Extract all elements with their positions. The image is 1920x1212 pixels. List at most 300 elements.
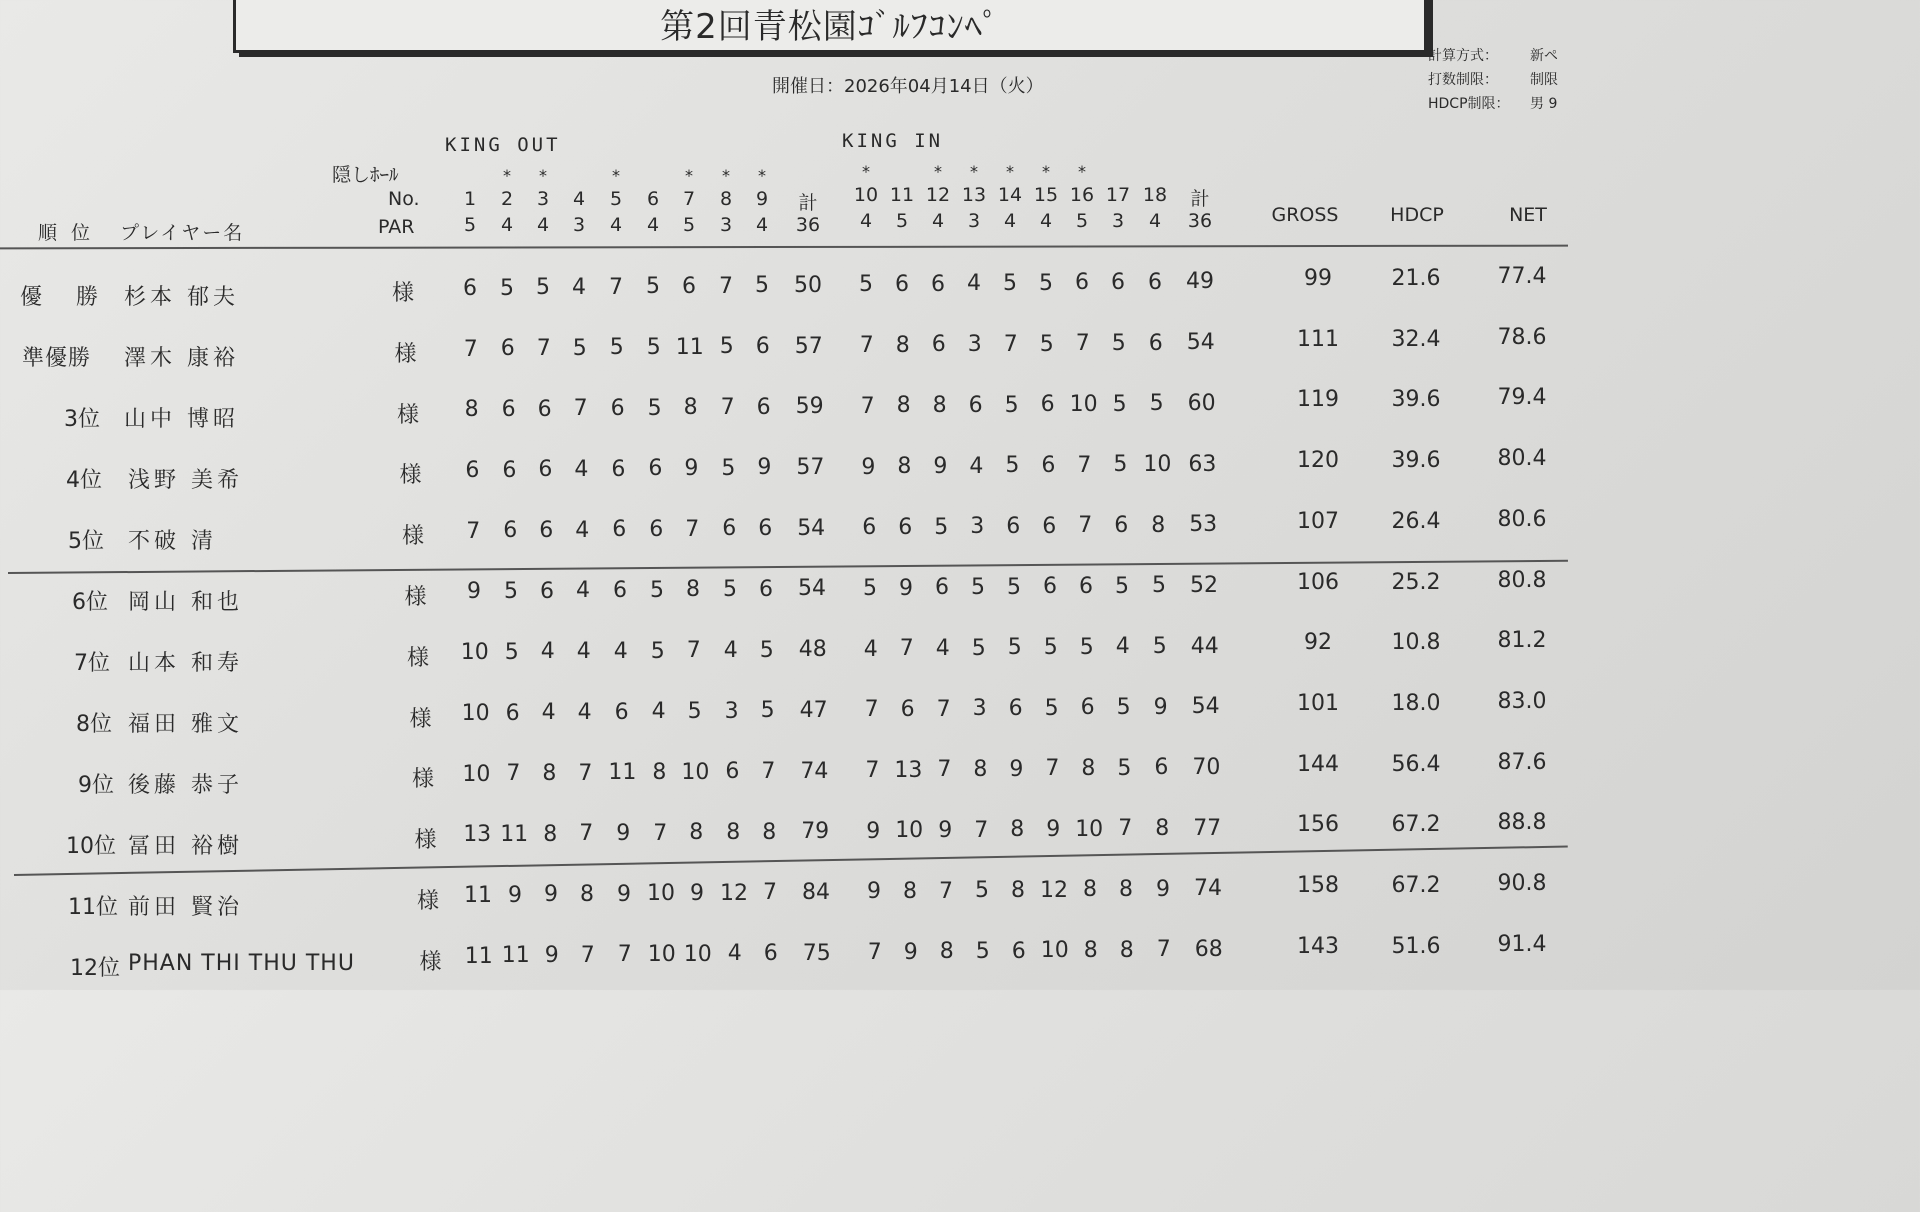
subtotal-score: 60 [1187,390,1216,416]
hole-score: 6 [648,456,663,482]
hole-score: 7 [936,696,951,722]
hidden-hole-star: * [970,162,978,181]
hole-number: 14 [997,184,1023,206]
subtotal-score: 84 [802,879,830,905]
hole-score: 13 [463,822,492,848]
gross-score: 158 [1297,873,1339,898]
hole-score: 6 [611,456,626,482]
hole-score: 8 [1083,877,1097,903]
hdcp-value: 26.4 [1391,508,1441,534]
settings-value: 新ペ [1530,48,1558,64]
honorific-label: 様 [394,341,417,367]
player-name: PHAN THI THU THU [128,951,355,976]
hole-score: 11 [501,943,530,969]
hole-score: 6 [540,578,554,604]
hole-score: 7 [1078,513,1093,539]
par-value: 5 [463,214,477,236]
subtotal-score: 75 [802,940,831,966]
hole-score: 6 [1040,392,1055,418]
hole-score: 4 [577,699,592,725]
par-value: 4 [755,214,769,236]
hole-score: 6 [1111,270,1125,296]
hole-score: 9 [616,820,631,846]
hidden-hole-star: * [1078,162,1086,181]
hole-score: 4 [575,517,590,543]
hole-score: 5 [1113,452,1128,478]
hole-score: 5 [719,334,734,360]
hole-score: 8 [1083,938,1098,964]
hole-score: 6 [1114,512,1129,538]
subtotal-score: 50 [794,272,822,298]
hole-score: 8 [895,332,910,358]
hole-score: 7 [763,880,777,906]
honorific-label: 様 [412,767,435,793]
hole-score: 7 [466,518,481,544]
hole-score: 6 [756,394,771,420]
hidden-hole-star: * [539,166,547,185]
hole-score: 7 [860,393,875,419]
hole-score: 5 [650,577,664,603]
par-value: 3 [1111,210,1125,232]
rank-label: 11位 [68,895,118,920]
hole-number: 10 [853,184,879,206]
subtotal-score: 54 [1191,694,1220,720]
hole-score: 8 [762,819,777,845]
hole-score: 5 [687,698,702,724]
hole-score: 7 [686,638,701,664]
hole-score: 5 [1007,574,1021,600]
hole-score: 5 [646,274,660,300]
hole-score: 7 [578,760,593,786]
hdcp-value: 67.2 [1391,873,1441,898]
subtotal-score: 52 [1190,572,1218,598]
hole-number: 4 [572,188,586,210]
hole-score: 8 [689,820,704,846]
hole-score: 5 [1039,331,1054,357]
hole-score: 4 [574,457,589,483]
hole-score: 8 [686,577,700,603]
hole-score: 5 [1149,391,1164,417]
hole-score: 12 [1040,877,1068,903]
hole-score: 6 [1042,513,1057,539]
hole-score: 7 [761,758,776,784]
net-score: 78.6 [1497,324,1547,350]
gross-score: 156 [1297,812,1339,838]
hole-score: 4 [576,578,590,604]
hole-score: 9 [617,881,631,907]
hdcp-value: 25.2 [1391,569,1441,595]
subtotal-score: 74 [800,758,829,784]
hole-score: 5 [971,574,985,600]
course-out-label: KING OUT [445,134,561,156]
hole-score: 10 [683,941,712,967]
hole-score: 8 [1010,817,1025,843]
hole-score: 5 [934,514,949,540]
hole-score: 7 [653,820,668,846]
rank-label: 6位 [72,590,108,615]
hole-score: 6 [613,578,627,604]
honorific-label: 様 [409,706,432,732]
hole-score: 6 [1148,330,1163,356]
par-value: 3 [572,214,586,236]
hole-score: 5 [1004,392,1019,418]
subtotal-score: 48 [798,637,827,663]
hole-score: 3 [724,698,739,724]
hole-score: 5 [572,335,587,361]
hole-score: 4 [540,639,555,665]
rank-label: 12位 [70,956,120,981]
hole-score: 9 [1156,876,1170,902]
hole-score: 6 [725,759,740,785]
par-value: 3 [719,214,733,236]
hdcp-column-header: HDCP [1390,204,1444,226]
hole-score: 5 [1111,330,1126,356]
hdcp-value: 32.4 [1391,326,1441,352]
hole-score: 9 [1046,817,1061,843]
player-name: 前田 賢治 [128,895,243,920]
hole-score: 8 [897,454,912,480]
hole-score: 9 [467,579,481,605]
par-value: 36 [1187,210,1213,232]
rank-label: 7位 [74,651,110,676]
hdcp-value: 39.6 [1391,387,1441,413]
gross-score: 111 [1297,326,1339,352]
hole-score: 7 [1156,937,1171,963]
hole-score: 10 [647,881,675,907]
player-name: 福田 雅文 [128,712,243,737]
hole-score: 7 [617,942,632,968]
net-score: 83.0 [1497,688,1547,714]
subtotal-score: 54 [1186,330,1215,356]
subtotal-score: 77 [1193,815,1222,841]
par-value: 3 [967,210,981,232]
hole-score: 6 [759,576,773,602]
hole-number: 17 [1105,184,1131,206]
hole-score: 10 [647,941,676,967]
rank-column-header: 順 位 [38,222,95,244]
hole-score: 6 [463,276,477,301]
rank-label: 優 勝 [20,285,105,310]
hole-score: 10 [462,761,491,787]
hole-score: 6 [900,696,915,722]
hole-score: 6 [1011,938,1026,964]
subtotal-score: 74 [1194,876,1222,902]
hdcp-value: 56.4 [1391,751,1441,777]
hole-score: 11 [464,943,493,969]
hole-score: 4 [1115,634,1130,660]
settings-value: 制限 [1530,72,1558,88]
settings-value: 男 9 [1530,96,1558,112]
net-column-header: NET [1509,204,1547,226]
honorific-label: 様 [414,828,437,854]
hole-score: 6 [610,396,625,422]
hole-score: 6 [649,517,664,543]
hole-score: 9 [544,942,559,968]
hole-score: 3 [967,332,982,358]
rank-label: 準優勝 [22,346,92,371]
subtotal-score: 54 [798,576,826,602]
hole-score: 9 [1009,756,1024,782]
hole-score: 5 [859,272,873,298]
par-value: 4 [1039,210,1053,232]
honorific-label: 様 [392,281,415,306]
honorific-label: 様 [404,585,427,610]
hole-score: 6 [758,516,773,542]
net-score: 80.4 [1497,446,1547,472]
par-value: 5 [1075,210,1089,232]
settings-label: 計算方式： [1428,48,1498,64]
gross-score: 99 [1304,266,1332,291]
hole-score: 9 [690,880,704,906]
hole-score: 4 [935,635,950,661]
hole-score: 11 [464,882,492,908]
event-date: 開催日：2026年04月14日（火） [772,76,1044,97]
hdcp-value: 21.6 [1391,266,1441,291]
net-score: 79.4 [1497,385,1547,411]
par-value: 4 [536,214,550,236]
hole-score: 5 [650,638,665,664]
player-name: 山本 和寿 [128,651,243,676]
hole-score: 9 [684,456,699,482]
hole-score: 7 [719,273,733,299]
subtotal-score: 54 [797,515,826,541]
hole-score: 9 [899,575,913,601]
hole-score: 4 [576,639,591,665]
hole-score: 7 [1003,331,1018,357]
hole-score: 8 [652,759,667,785]
hole-score: 5 [760,698,775,724]
hole-score: 7 [579,821,594,847]
hole-score: 8 [683,395,698,421]
hole-score: 5 [1043,634,1058,660]
net-score: 77.4 [1497,264,1547,289]
course-in-label: KING IN [842,130,944,152]
hole-score: 8 [580,881,594,907]
hole-score: 4 [541,700,556,726]
hole-number: 16 [1069,184,1095,206]
hole-score: 4 [723,637,738,663]
hidden-hole-star: * [1042,162,1050,181]
hole-number: 7 [682,188,696,210]
hidden-hole-star: * [862,162,870,181]
hidden-hole-star: * [503,166,511,185]
hole-score: 5 [1007,635,1022,661]
hole-score: 6 [682,274,696,300]
par-value: 5 [682,214,696,236]
hidden-hole-label: 隠しﾎｰﾙ [332,164,399,186]
hole-score: 5 [971,635,986,661]
hdcp-value: 10.8 [1391,630,1441,656]
hole-score: 5 [1079,634,1094,660]
hole-number: 9 [755,188,769,210]
header-divider [0,245,1568,250]
hole-score: 7 [1075,331,1090,357]
par-value: 4 [1003,210,1017,232]
settings-row [1428,92,1558,116]
hole-score: 6 [755,334,770,360]
hole-score: 7 [720,395,735,421]
settings-panel [1428,44,1558,116]
hole-score: 9 [1153,694,1168,720]
hole-score: 7 [506,761,521,787]
gross-score: 106 [1297,569,1339,595]
hidden-hole-star: * [934,162,942,181]
gross-score: 143 [1297,933,1339,959]
player-name: 岡山 和也 [128,590,243,615]
hole-score: 5 [975,878,989,904]
hole-number: 3 [536,188,550,210]
hole-score: 10 [1069,391,1098,417]
subtotal-score: 70 [1192,754,1221,780]
settings-row [1428,68,1558,92]
honorific-label: 様 [417,889,440,914]
hole-score: 6 [502,457,517,483]
net-score: 88.8 [1497,810,1547,836]
hole-score: 8 [1151,512,1166,538]
hole-score: 9 [867,879,881,905]
hole-score: 6 [898,514,913,540]
player-name: 浅野 美希 [128,468,243,493]
hole-score: 6 [1080,695,1095,721]
hole-score: 7 [859,333,874,359]
subtotal-score: 59 [795,394,824,420]
hole-score: 5 [1152,573,1166,599]
subtotal-score: 44 [1190,633,1219,659]
tournament-title: 第2回青松園ｺﾞﾙﾌｺﾝﾍﾟ [233,0,1427,53]
hole-score: 8 [726,819,741,845]
par-label: PAR [378,216,415,238]
rank-label: 8位 [76,712,112,737]
net-score: 80.8 [1497,567,1547,593]
hole-score: 6 [1148,269,1162,295]
hole-score: 6 [539,518,554,544]
hole-score: 8 [1155,816,1170,842]
hole-score: 5 [975,939,990,965]
player-name: 後藤 恭子 [128,773,243,798]
hole-score: 6 [1079,573,1093,599]
hole-number: 計 [798,192,818,214]
net-score: 90.8 [1497,871,1547,896]
hdcp-value: 18.0 [1391,690,1441,716]
hidden-hole-star: * [685,166,693,185]
hidden-hole-star: * [758,166,766,185]
hole-score: 9 [757,455,772,481]
hole-score: 7 [974,817,989,843]
hole-score: 6 [1154,755,1169,781]
hole-score: 7 [865,757,880,783]
rank-label: 4位 [66,468,102,493]
gross-column-header: GROSS [1271,204,1339,226]
hole-score: 8 [1011,878,1025,904]
honorific-label: 様 [399,463,422,489]
hole-score: 5 [1117,755,1132,781]
subtotal-score: 68 [1194,937,1223,963]
hole-score: 3 [972,696,987,722]
hole-score: 5 [721,455,736,481]
player-name: 杉本 郁夫 [124,285,239,310]
hole-score: 5 [647,395,662,421]
hole-score: 7 [1118,816,1133,842]
hole-score: 4 [969,453,984,479]
hole-number: 15 [1033,184,1059,206]
rank-label: 5位 [68,529,104,554]
honorific-label: 様 [402,524,425,550]
hole-score: 4 [863,636,878,662]
hole-score: 9 [544,882,558,908]
hole-score: 8 [973,757,988,782]
hole-number: 5 [609,188,623,210]
hole-score: 8 [1119,877,1133,903]
subtotal-score: 57 [796,455,825,481]
hole-score: 5 [759,637,774,663]
hdcp-value: 51.6 [1391,933,1441,959]
player-name: 不破 清 [128,529,217,554]
hole-score: 6 [722,516,737,542]
par-value: 4 [859,210,873,232]
hole-score: 5 [536,275,550,301]
hole-score: 10 [895,818,924,844]
settings-row [1428,44,1558,68]
gross-score: 119 [1297,387,1339,413]
hole-score: 5 [646,335,661,361]
hole-score: 4 [727,941,742,967]
hole-score: 11 [608,760,637,786]
hole-score: 6 [505,700,520,726]
hole-score: 4 [613,638,628,664]
hole-score: 7 [609,274,623,300]
hole-score: 5 [1116,695,1131,721]
settings-label: HDCP制限： [1428,96,1510,112]
hidden-hole-star: * [612,166,620,185]
gross-score: 101 [1297,690,1339,716]
hole-score: 6 [500,336,515,362]
hole-score: 4 [967,271,981,297]
hdcp-value: 67.2 [1391,812,1441,838]
hole-score: 8 [1081,756,1096,782]
hole-score: 7 [685,516,700,542]
no-label: No. [388,188,420,210]
subtotal-score: 47 [799,697,828,723]
hole-score: 12 [720,880,748,906]
hole-number: 13 [961,184,987,206]
par-value: 4 [646,214,660,236]
hole-score: 8 [1119,937,1134,963]
subtotal-score: 57 [794,333,823,359]
gross-score: 107 [1297,508,1339,534]
hole-score: 8 [932,393,947,419]
player-name: 澤木 康裕 [124,346,239,371]
gross-score: 92 [1304,630,1332,656]
hole-score: 6 [501,397,516,423]
hole-score: 6 [465,458,480,484]
hole-score: 6 [1006,513,1021,539]
hole-score: 8 [542,760,557,786]
hole-number: 1 [463,188,477,210]
hole-score: 5 [1044,695,1059,721]
rank-label: 9位 [78,773,114,798]
hole-score: 6 [503,518,518,544]
hole-number: 18 [1142,184,1168,206]
hole-score: 9 [933,453,948,479]
hole-number: 2 [500,188,514,210]
hole-score: 8 [896,393,911,419]
hole-score: 10 [1040,938,1069,964]
hole-score: 9 [903,939,918,965]
hole-score: 5 [609,335,624,361]
hole-score: 4 [651,699,666,725]
hole-score: 6 [1008,695,1023,721]
hole-score: 7 [573,396,588,422]
